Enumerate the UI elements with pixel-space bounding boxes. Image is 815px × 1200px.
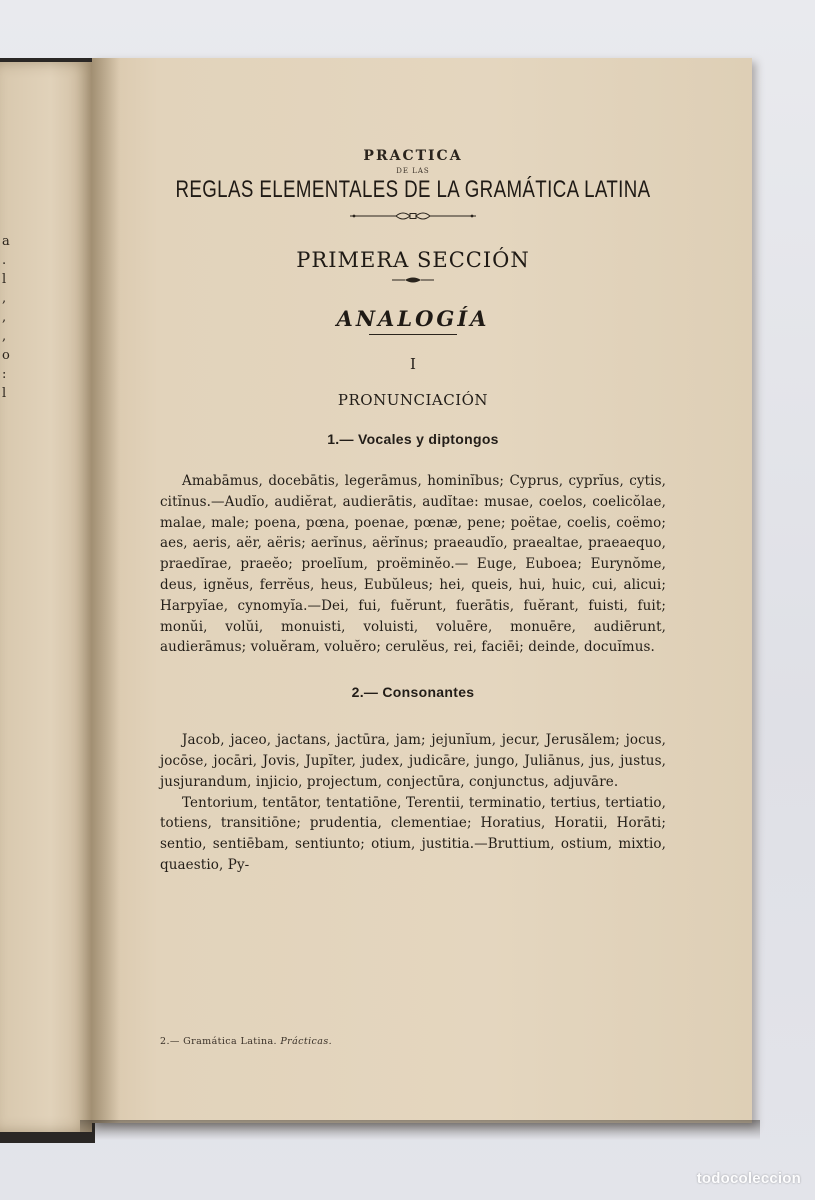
chapter-number: I bbox=[410, 355, 416, 373]
paragraph-consonantes-1: Jacob, jaceo, jactans, jactūra, jam; jejunĭum, jecur, Jerusălem; jocus, jocōse, jocāri, Jovis, Jupĭter, judex, judicāre, jungo, Juliānus, jus, justus, jusjurandum, injicio, projectum, conjectūra, conjunctus, adjuvāre. bbox=[160, 732, 666, 790]
page-bottom-shadow bbox=[80, 1120, 760, 1140]
chapter-title: PRONUNCIACIÓN bbox=[337, 391, 489, 409]
header-de-las: DE LAS bbox=[396, 167, 430, 175]
part-title: ANALOGÍA bbox=[336, 306, 490, 331]
subheading-consonantes: 2.— Consonantes bbox=[351, 684, 475, 701]
paragraph-consonantes-2: Tentorium, tentātor, tentatiōne, Terentii, terminatio, tertius, tertiatio, totiens, transitiōne; prudentia, clementiae; Horatius, Horatii, Horāti; sentio, sentiēbam, sentiunto; otium, justitia.—Bruttium, ostium, mixtio, quaestio, Py- bbox=[160, 794, 666, 873]
left-page bbox=[0, 62, 92, 1132]
footer-signature: 2.— Gramática Latina. bbox=[160, 1036, 277, 1047]
page-footer bbox=[160, 1036, 332, 1047]
binding-shadow bbox=[92, 58, 120, 1123]
left-page-text-fragments: a . l , , , o : l bbox=[2, 234, 10, 401]
paragraph-vocales: Amabāmus, docebātis, legerāmus, hominĭbus; Cyprus, cyprĭus, cytis, citĭnus.—Audĭo, audiĕrat, audierātis, audĭtae: musae, coelos, coelicŏlae, malae, male; poena, pœna, poenae, pœnæ, pene; poëtae, coelis, coëmo; aes, aeris, aër, aëris; aerĭnus, aërĭnus; praeaudĭo, praealtae, praeaequo, praedĭrae, praeĕo; proelĭum, proëminĕo.— Euge, Euboea; Eurynŏme, deus, ignĕus, ferrĕus, heus, Eubŭleus; hei, queis, hui, huic, cui, alicui; Harpyĭae, cynomyĭa.—Dei, fui, fuĕrunt, fuerātis, fuĕrant, fuisti, fuit; monŭi, volŭi, monuisti, voluisti, voluēre, monuēre, audiērunt, audierāmus; voluĕram, voluĕro; cerulĕus, rei, faciēi; deinde, docuĭmus. bbox=[160, 473, 666, 656]
small-ornament-icon bbox=[391, 276, 435, 284]
footer-italic: Prácticas. bbox=[280, 1036, 333, 1047]
title-underline bbox=[369, 334, 457, 335]
section-title: PRIMERA SECCIÓN bbox=[296, 248, 530, 272]
book-title: REGLAS ELEMENTALES DE LA GRAMÁTICA LATINA bbox=[175, 176, 651, 203]
ornament-divider-icon bbox=[348, 210, 478, 222]
page-content bbox=[160, 140, 666, 876]
subheading-vocales: 1.— Vocales y diptongos bbox=[327, 431, 499, 447]
watermark-logo: todocoleccion bbox=[696, 1170, 801, 1187]
header-practica: PRACTICA bbox=[363, 148, 463, 164]
